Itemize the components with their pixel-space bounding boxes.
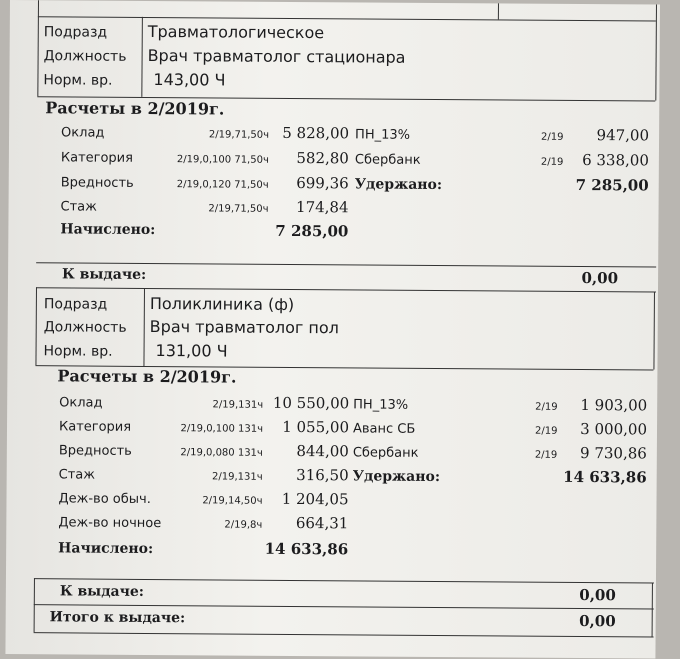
withheld-label: Удержано: — [352, 468, 441, 486]
divider — [35, 287, 37, 365]
withheld-label: Удержано: — [354, 176, 443, 194]
header-value: Врач травматолог стационара — [147, 45, 406, 67]
divider — [36, 287, 656, 292]
header-label: Должность — [43, 48, 127, 65]
accrual-amount: 174,84 — [295, 198, 349, 217]
divider — [34, 578, 35, 632]
accrual-code: 2/19,131ч — [211, 471, 263, 483]
divider — [141, 17, 143, 97]
accrual-code: 2/19,8ч — [224, 519, 263, 531]
divider — [38, 16, 656, 21]
accrual-code: 2/19,0,120 71,50ч — [176, 179, 269, 191]
accrual-name: Деж-во обыч. — [58, 491, 151, 507]
deduction-name: Сбербанк — [354, 152, 421, 168]
accrued-label: Начислено: — [58, 540, 154, 558]
accrual-amount: 10 550,00 — [272, 393, 350, 413]
payout-value: 0,00 — [581, 268, 619, 288]
accrual-name: Деж-во ночное — [58, 515, 162, 532]
divider — [34, 604, 654, 609]
deduction-code: 2/19 — [540, 156, 564, 168]
withheld-total: 7 285,00 — [575, 175, 649, 195]
grand-total-label: Итого к выдаче: — [49, 609, 186, 627]
accrual-code: 2/19,14,50ч — [202, 495, 263, 507]
accrual-code: 2/19,0,100 71,50ч — [176, 154, 269, 166]
accrual-name: Категория — [60, 150, 134, 166]
accrual-amount: 844,00 — [296, 442, 349, 461]
divider — [143, 288, 145, 366]
deduction-name: Аванс СБ — [352, 421, 416, 437]
grand-total-value: 0,00 — [579, 611, 616, 631]
accrual-name: Оклад — [61, 125, 105, 141]
deduction-name: Сбербанк — [352, 445, 419, 461]
withheld-total: 14 633,86 — [563, 467, 647, 487]
divider — [655, 5, 657, 101]
header-label: Норм. вр. — [43, 343, 113, 360]
accrued-total: 7 285,00 — [275, 221, 349, 241]
accrual-code: 2/19,71,50ч — [208, 129, 270, 141]
accrual-code: 2/19,0,080 131ч — [180, 447, 263, 459]
accrual-amount: 699,36 — [296, 174, 349, 193]
deduction-name: ПН_13% — [355, 127, 411, 143]
deduction-code: 2/19 — [534, 449, 558, 461]
divider — [652, 582, 653, 636]
divider — [34, 632, 654, 637]
header-label: Подразд — [43, 296, 108, 313]
deduction-amount: 1 903,00 — [580, 395, 648, 415]
header-value: Поликлиника (ф) — [149, 293, 295, 314]
deduction-code: 2/19 — [534, 425, 558, 437]
accrual-name: Оклад — [59, 395, 103, 411]
accrual-code: 2/19,131ч — [212, 399, 264, 411]
accrued-total: 14 633,86 — [264, 539, 349, 559]
deduction-name: ПН_13% — [353, 397, 409, 413]
header-value: Врач травматолог пол — [149, 316, 339, 338]
accrual-name: Вредность — [60, 175, 134, 191]
divider — [653, 292, 655, 370]
accrual-name: Вредность — [58, 443, 132, 459]
deduction-amount: 9 730,86 — [579, 443, 647, 463]
payout-label: К выдаче: — [59, 583, 145, 600]
divider — [34, 578, 654, 583]
deduction-code: 2/19 — [541, 131, 564, 143]
payout-label: К выдаче: — [62, 266, 147, 283]
header-value: 131,00 Ч — [155, 341, 228, 361]
accrual-amount: 316,50 — [296, 466, 349, 485]
section-title: Расчеты в 2/2019г. — [45, 98, 225, 119]
accrual-name: Стаж — [58, 467, 96, 483]
header-label: Должность — [43, 319, 127, 336]
accrual-amount: 1 055,00 — [282, 417, 350, 437]
divider — [498, 3, 499, 19]
divider — [37, 0, 39, 96]
deduction-code: 2/19 — [535, 401, 558, 413]
section-title: Расчеты в 2/2019г. — [57, 366, 237, 387]
accrual-amount: 582,80 — [296, 149, 349, 168]
accrual-amount: 1 204,05 — [281, 489, 349, 509]
accrual-name: Категория — [58, 419, 132, 435]
accrual-name: Стаж — [60, 199, 97, 215]
accrual-amount: 664,31 — [295, 514, 349, 533]
header-value: Травматологическое — [147, 21, 325, 43]
accrual-code: 2/19,0,100 131ч — [180, 423, 264, 435]
payout-value: 0,00 — [579, 585, 616, 605]
header-label: Норм. вр. — [43, 72, 113, 89]
deduction-amount: 6 338,00 — [582, 150, 649, 170]
header-label: Подразд — [43, 24, 108, 41]
deduction-amount: 3 000,00 — [580, 419, 648, 439]
payslip-paper — [5, 0, 660, 659]
header-value: 143,00 Ч — [153, 70, 226, 90]
accrual-code: 2/19,71,50ч — [208, 203, 269, 215]
accrual-amount: 5 828,00 — [282, 123, 350, 143]
deduction-amount: 947,00 — [596, 126, 650, 145]
accrued-label: Начислено: — [60, 221, 156, 239]
